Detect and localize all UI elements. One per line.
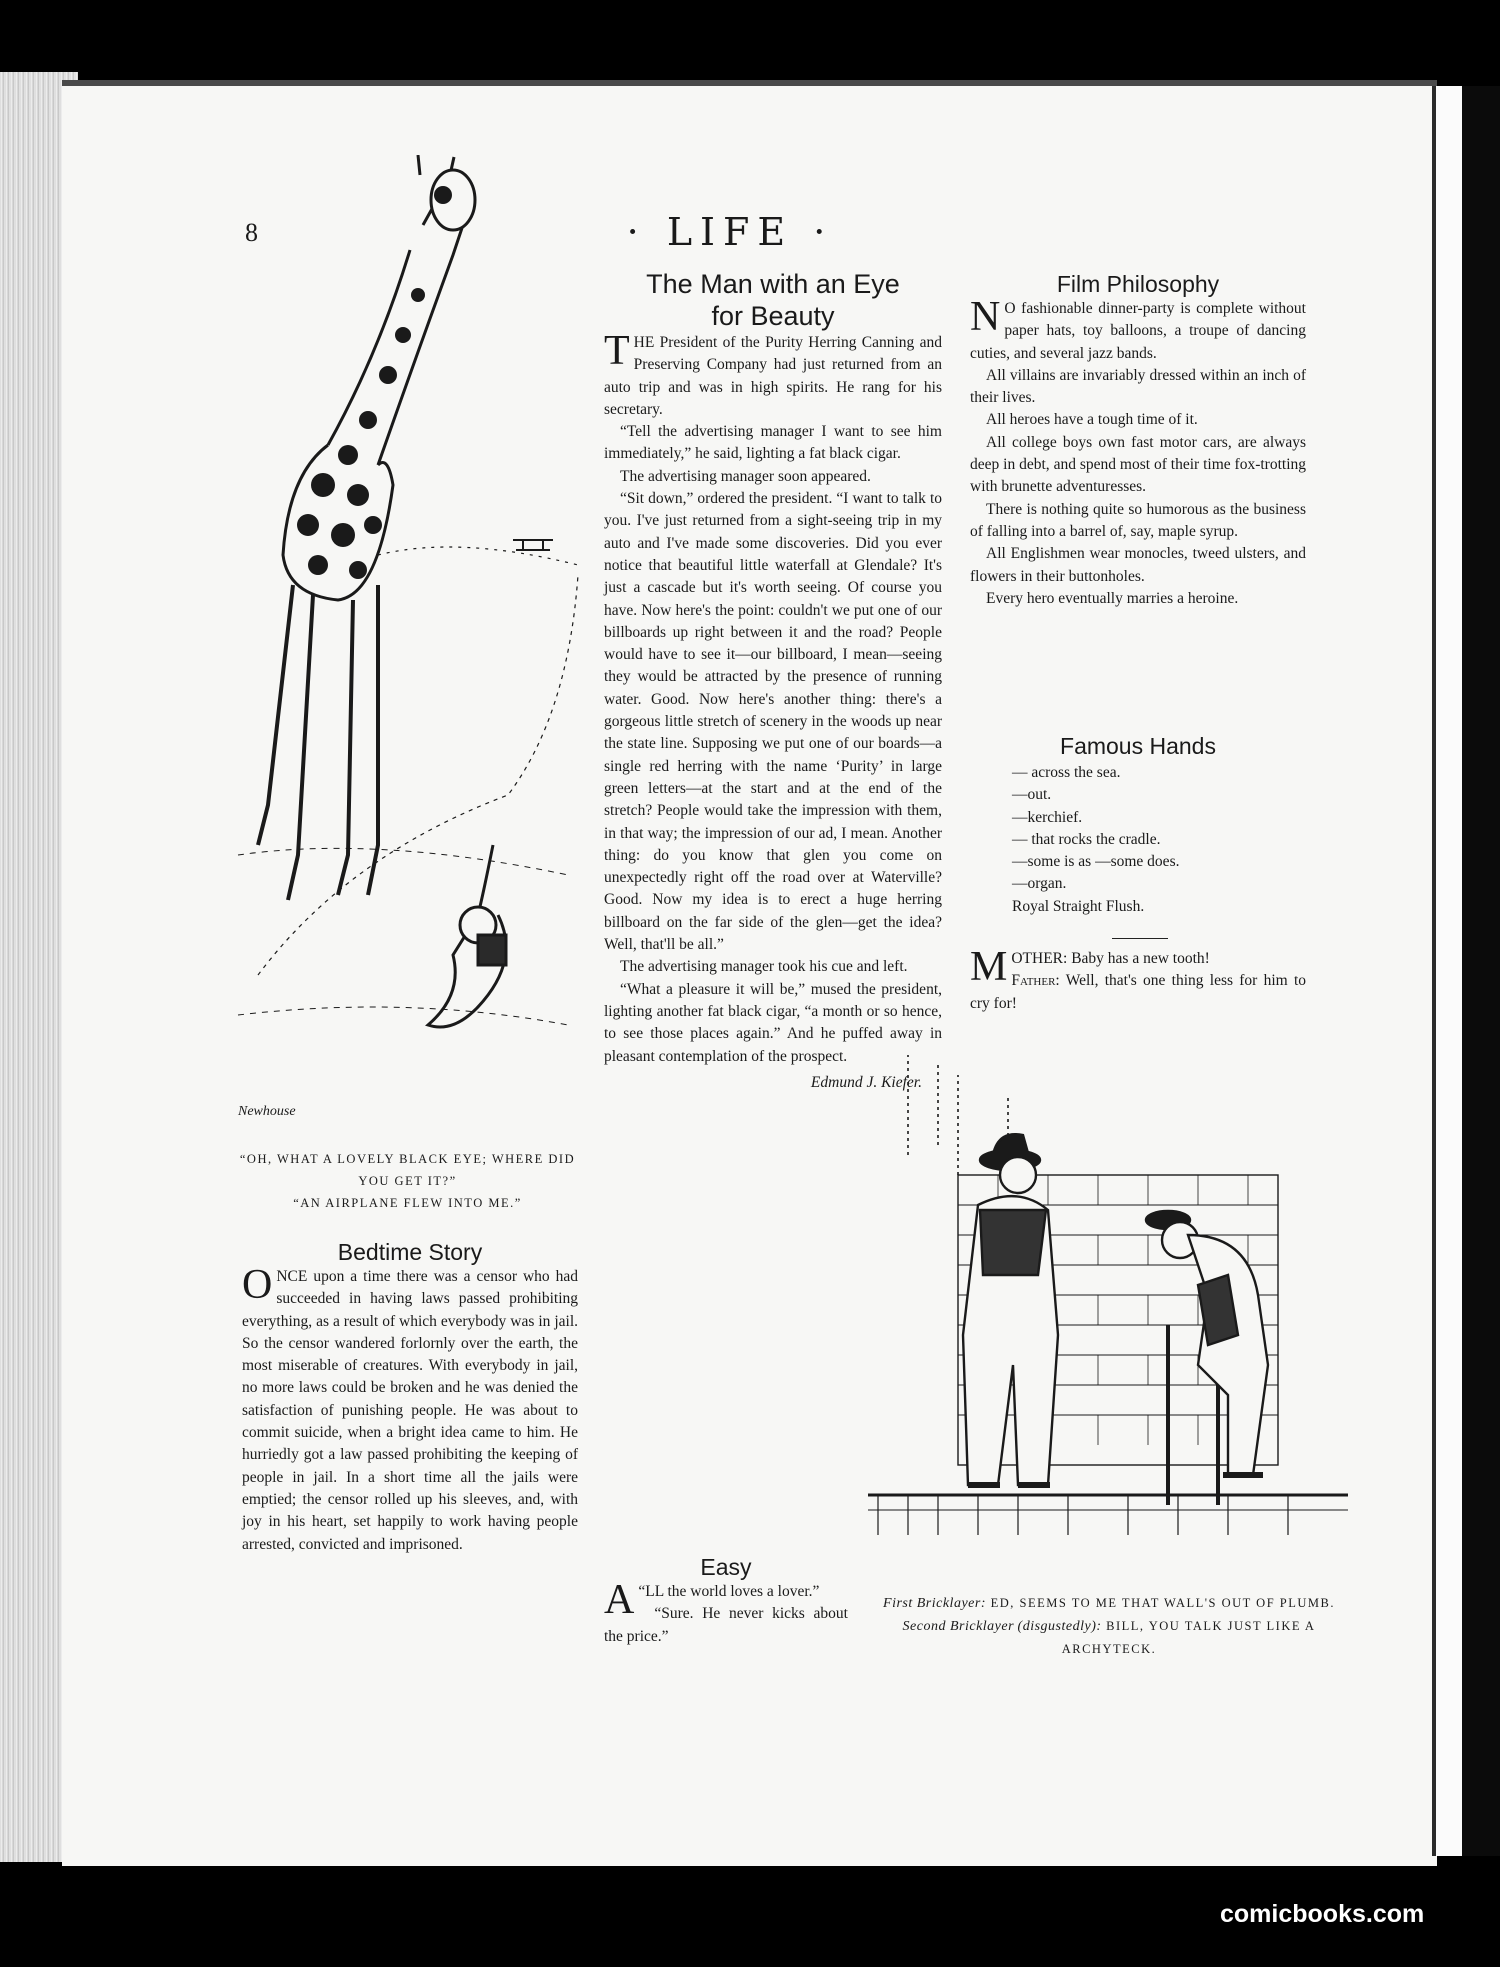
man-with-eye-article — [604, 268, 942, 1094]
easy-title: Easy — [700, 1554, 752, 1580]
giraffe-caption-line-1: “OH, WHAT A LOVELY BLACK EYE; WHERE DID YOU GET IT?” — [239, 1152, 576, 1188]
man-with-eye-title-line-1: The Man with an Eye — [646, 269, 900, 299]
man-with-eye-paragraph: “Tell the advertising manager I want to see him immediately,” he said, lighting a fat black cigar. — [604, 423, 942, 463]
film-philosophy-title: Film Philosophy — [1056, 271, 1220, 297]
film-philosophy-paragraph: Every hero eventually marries a heroine. — [986, 589, 1239, 607]
famous-hands-article — [970, 732, 1306, 918]
famous-hands-item: — that rocks the cradle. — [1012, 830, 1161, 848]
author-signature: Edmund J. Kiefer. — [810, 1073, 922, 1091]
man-with-eye-paragraph: “What a pleasure it will be,” mused the president, lighting another fat black cigar, “a month or so hence, to see those places again.” And he puffed away in pleasant contemplation of the prospect. — [604, 980, 942, 1065]
famous-hands-item: —organ. — [1012, 875, 1067, 893]
film-philosophy-paragraph: N O fashionable dinner-party is complete without paper hats, toy balloons, a troupe of dancing cuties, and several jazz bands. — [970, 294, 1306, 362]
dropcap: T — [604, 328, 630, 374]
giraffe-caption — [225, 1148, 590, 1214]
man-with-eye-paragraph: The advertising manager soon appeared. — [620, 467, 871, 485]
man-with-eye-paragraph: The advertising manager took his cue and left. — [620, 958, 908, 976]
famous-hands-item: —kerchief. — [1012, 808, 1083, 826]
bricklayer-cartoon-illustration — [868, 1035, 1348, 1555]
bricklayer-caption — [870, 1592, 1348, 1661]
famous-hands-list — [970, 762, 1306, 918]
film-philosophy-paragraph: All college boys own fast motor cars, are always deep in debt, and spend most of their time fox-trotting with brunette adventuresses. — [970, 433, 1306, 496]
man-with-eye-paragraph: “Sit down,” ordered the president. “I want to talk to you. I've just returned from a sight-seeing trip in my auto and I've made some discoveries. Did you ever notice that beautiful little waterfall at Glendale? It's just a cascade but it's worth seeing. Of course you have. Now here's the point: couldn't we put one of our billboards up right between it and the road? People would have to see it—our billboard, I mean—seeing they would be attracted by the presence of running water. Good. Now here's another thing: there's a gorgeous little stretch of scenery in the woods up near the state line. Supposing we put one of our boards—a single red herring with the name ‘Purity’ in large green letters—at the start and at the end of the stretch? People would take the impression with them, in that way; the impression of our ad, I mean. Another thing: do you know that glen you come on unexpectedly right off the road over at Waterville? Good. Now my idea is to erect a huge herring billboard on the far side of the glen—get the idea? Well, that'll be all.” — [604, 490, 942, 954]
man-with-eye-title — [604, 268, 942, 332]
svg-text:Newhouse: Newhouse — [238, 1104, 296, 1119]
bedtime-story-title: Bedtime Story — [337, 1239, 483, 1265]
dropcap: O — [242, 1262, 273, 1308]
giraffe-caption-line-2: “AN AIRPLANE FLEW INTO ME.” — [293, 1196, 522, 1210]
second-bricklayer-line: BILL, YOU TALK JUST LIKE A ARCHYTECK. — [1061, 1619, 1316, 1656]
film-philosophy-paragraph: All heroes have a tough time of it. — [986, 411, 1198, 429]
scan-border — [1462, 86, 1500, 1856]
famous-hands-item: —out. — [1012, 786, 1052, 804]
man-with-eye-title-line-2: for Beauty — [711, 301, 835, 331]
dropcap: A — [604, 1577, 635, 1623]
famous-hands-item: —some is as —some does. — [1012, 853, 1180, 871]
second-bricklayer-note: (disgustedly): — [1017, 1619, 1102, 1634]
dropcap: M — [970, 944, 1008, 990]
bedtime-story-paragraph: ONCE upon a time there was a censor who had succeeded in having laws passed prohibiting everything, as a result of which everybody was in jail. So the censor wandered forlornly over the earth, the most miserable of creatures. With everybody in jail, no more laws could be broken and he was denied the satisfaction of punishing people. He was about to commit suicide, when a bright idea came to him. He hurriedly got a law passed prohibiting the keeping of people in jail. In a short time all the jails were emptied; the censor rolled up his sleeves, and, with joy in his heart, set happily to work having people arrested, convicted and imprisoned. — [242, 1262, 578, 1553]
famous-hands-item: Royal Straight Flush. — [1012, 897, 1145, 915]
watermark-text: comicbooks.com — [1220, 1900, 1425, 1928]
second-bricklayer-speaker: Second Bricklayer — [902, 1619, 1015, 1634]
mother-joke: MOTHER: Baby has a new tooth! Father: Well, that's one thing less for him to cry for! — [970, 944, 1306, 1012]
film-philosophy-paragraph: There is nothing quite so humorous as the business of falling into a barrel of, say, maple syrup. — [970, 500, 1306, 540]
famous-hands-title: Famous Hands — [1060, 733, 1216, 759]
giraffe-cartoon-illustration — [228, 155, 588, 1140]
bedtime-story-article — [242, 1238, 578, 1556]
easy-paragraph: “ A LL the world loves a lover.” — [604, 1577, 820, 1623]
masthead: · LIFE · — [626, 210, 834, 254]
first-bricklayer-speaker: First Bricklayer: — [883, 1596, 986, 1611]
page-number: 8 — [245, 218, 258, 247]
easy-paragraph: “Sure. He never kicks about the price.” — [604, 1605, 848, 1645]
first-bricklayer-line: ED, SEEMS TO ME THAT WALL'S OUT OF PLUMB. — [986, 1596, 1335, 1610]
next-page-edge — [1432, 86, 1466, 1856]
famous-hands-item: — across the sea. — [1012, 764, 1121, 781]
film-philosophy-article — [970, 270, 1306, 610]
film-philosophy-paragraph: All villains are invariably dressed within an inch of their lives. — [970, 366, 1306, 407]
dropcap: N — [970, 294, 1001, 340]
easy-article — [604, 1553, 848, 1648]
man-with-eye-paragraph: THE President of the Purity Herring Canning and Preserving Company had just returned from an auto trip and was in high spirits. He rang for his secretary. — [604, 328, 942, 418]
film-philosophy-paragraph: All Englishmen wear monocles, tweed ulsters, and flowers in their buttonholes. — [970, 545, 1306, 585]
divider-rule — [1112, 938, 1168, 939]
